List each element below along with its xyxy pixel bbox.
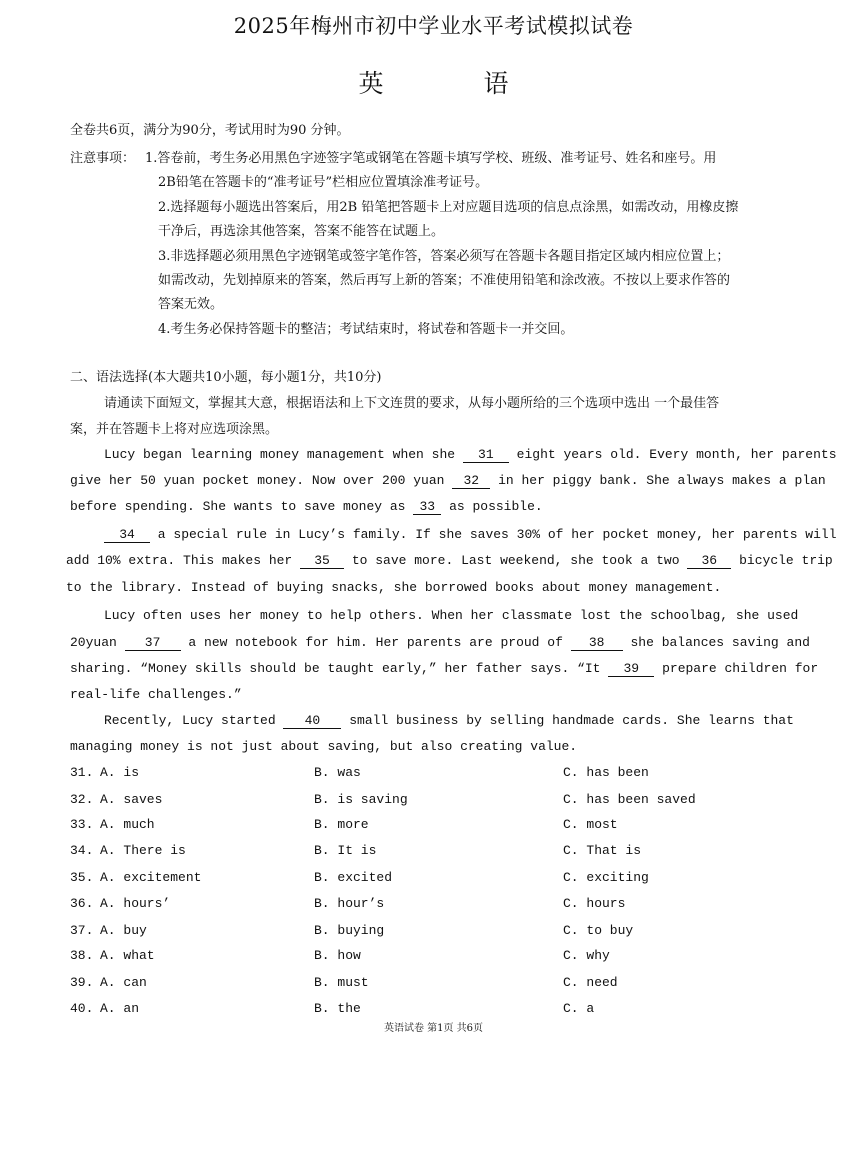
subject-heading	[0, 64, 867, 100]
question-row	[70, 948, 830, 966]
section-instruction: 请通读下面短文，掌握其大意，根据语法和上下文连贯的要求，从每小题所给的三个选项中选出 一个最佳答	[104, 396, 720, 411]
note-line: 答案无效。	[158, 297, 224, 312]
notes-label: 注意事项：	[70, 151, 136, 166]
question-row	[70, 792, 830, 810]
passage-line	[104, 447, 837, 463]
blank-39: 39	[608, 662, 654, 677]
passage-line	[104, 527, 837, 543]
passage-text: small business by selling handmade cards. She learns that	[341, 713, 794, 728]
blank-32: 32	[452, 474, 490, 489]
passage-line	[66, 553, 833, 569]
option-c: C. a	[563, 1001, 595, 1016]
passage-text: before spending. She wants to save money as	[70, 499, 414, 514]
blank-37: 37	[125, 636, 181, 651]
blank-36: 36	[687, 554, 731, 569]
question-number: 35.	[70, 870, 94, 885]
page-footer: 英语试卷 第1页 共6页	[383, 1023, 484, 1034]
passage-line	[70, 635, 810, 651]
question-number: 34.	[70, 843, 94, 858]
passage-text: as possible.	[441, 499, 543, 514]
passage-text: Recently, Lucy started	[104, 713, 284, 728]
passage-line	[70, 499, 543, 515]
note-line: 2B铅笔在答题卡的“准考证号”栏相应位置填涂准考证号。	[158, 175, 489, 190]
option-b: B. It is	[314, 843, 377, 858]
option-b: B. was	[314, 765, 361, 780]
passage-line: managing money is not just about saving, but also creating value.	[70, 739, 578, 754]
question-number: 37.	[70, 923, 94, 938]
subject-char-right: 语	[483, 69, 509, 98]
passage-text: sharing. “Money skills should be taught early,” her father says. “It	[70, 661, 609, 676]
passage-text: in her piggy bank. She always makes a plan	[490, 473, 826, 488]
option-b: B. buying	[314, 923, 385, 938]
blank-38: 38	[571, 636, 623, 651]
option-a: A. what	[100, 948, 155, 963]
passage-text: bicycle trip	[731, 553, 833, 568]
note-line: 2.选择题每小题选出答案后，用2B 铅笔把答题卡上对应题目选项的信息点涂黑，如需改动，用橡皮擦	[158, 200, 739, 215]
blank-35: 35	[300, 554, 344, 569]
passage-text: a special rule in Lucy’s family. If she saves 30% of her pocket money, her parents will	[150, 527, 837, 542]
blank-31: 31	[463, 448, 509, 463]
passage-text: give her 50 yuan pocket money. Now over 200 yuan	[70, 473, 453, 488]
option-c: C. need	[563, 975, 618, 990]
question-number: 33.	[70, 817, 94, 832]
question-number: 40.	[70, 1001, 94, 1016]
option-a: A. excitement	[100, 870, 202, 885]
question-row	[70, 923, 830, 941]
option-a: A. can	[100, 975, 147, 990]
option-a: A. an	[100, 1001, 140, 1016]
page-title: 2025年梅州市初中学业水平考试模拟试卷	[233, 14, 634, 38]
option-a: A. much	[100, 817, 155, 832]
option-c: C. to buy	[563, 923, 634, 938]
blank-33: 33	[413, 500, 441, 515]
option-b: B. hour’s	[314, 896, 385, 911]
section-heading: 二、语法选择(本大题共10小题，每小题1分，共10分)	[70, 370, 382, 385]
option-a: A. saves	[100, 792, 163, 807]
subject-char-left: 英	[358, 69, 384, 98]
question-row	[70, 1001, 830, 1019]
question-number: 36.	[70, 896, 94, 911]
note-line: 干净后，再选涂其他答案，答案不能答在试题上。	[158, 224, 445, 239]
option-a: A. is	[100, 765, 140, 780]
option-b: B. more	[314, 817, 369, 832]
passage-text: 20yuan	[70, 635, 125, 650]
option-c: C. has been	[563, 765, 649, 780]
option-b: B. excited	[314, 870, 393, 885]
question-number: 31.	[70, 765, 94, 780]
section-instruction: 案，并在答题卡上将对应选项涂黑。	[70, 422, 279, 437]
passage-text: prepare children for	[654, 661, 819, 676]
question-row	[70, 870, 830, 888]
passage-text: a new notebook for him. Her parents are proud of	[180, 635, 571, 650]
blank-34: 34	[104, 528, 150, 543]
passage-text: add 10% extra. This makes her	[66, 553, 301, 568]
question-number: 32.	[70, 792, 94, 807]
option-c: C. exciting	[563, 870, 649, 885]
passage-line: Lucy often uses her money to help others. When her classmate lost the schoolbag, she used	[104, 608, 799, 623]
question-row	[70, 817, 830, 835]
option-c: C. has been saved	[563, 792, 696, 807]
passage-text: eight years old. Every month, her parents	[508, 447, 837, 462]
option-b: B. must	[314, 975, 369, 990]
question-row	[70, 843, 830, 861]
option-a: A. hours’	[100, 896, 171, 911]
option-b: B. is saving	[314, 792, 408, 807]
passage-text: she balances saving and	[622, 635, 810, 650]
note-line: 3.非选择题必须用黑色字迹钢笔或签字笔作答，答案必须写在答题卡各题目指定区域内相应位置上；	[158, 249, 730, 264]
note-line: 4.考生务必保持答题卡的整洁；考试结束时，将试卷和答题卡一并交回。	[158, 322, 574, 337]
option-c: C. why	[563, 948, 610, 963]
question-row	[70, 765, 830, 783]
passage-text: to save more. Last weekend, she took a two	[344, 553, 688, 568]
passage-line	[70, 661, 818, 677]
question-row	[70, 896, 830, 914]
passage-line: to the library. Instead of buying snacks, she borrowed books about money management.	[66, 580, 722, 595]
option-b: B. the	[314, 1001, 361, 1016]
note-line: 如需改动，先划掉原来的答案，然后再写上新的答案；不准使用铅笔和涂改液。不按以上要求作答的	[158, 273, 731, 288]
question-number: 39.	[70, 975, 94, 990]
blank-40: 40	[283, 714, 341, 729]
exam-intro: 全卷共6页，满分为90分，考试用时为90 分钟。	[70, 123, 350, 138]
note-line: 1.答卷前，考生务必用黑色字迹签字笔或钢笔在答题卡填写学校、班级、准考证号、姓名和座号。用	[145, 151, 717, 166]
passage-line: real-life challenges.”	[70, 687, 242, 702]
option-a: A. There is	[100, 843, 186, 858]
passage-line	[104, 713, 794, 729]
option-a: A. buy	[100, 923, 147, 938]
passage-line	[70, 473, 826, 489]
option-c: C. That is	[563, 843, 642, 858]
option-c: C. hours	[563, 896, 626, 911]
passage-text: Lucy began learning money management when she	[104, 447, 463, 462]
question-number: 38.	[70, 948, 94, 963]
question-row	[70, 975, 830, 993]
option-c: C. most	[563, 817, 618, 832]
option-b: B. how	[314, 948, 361, 963]
